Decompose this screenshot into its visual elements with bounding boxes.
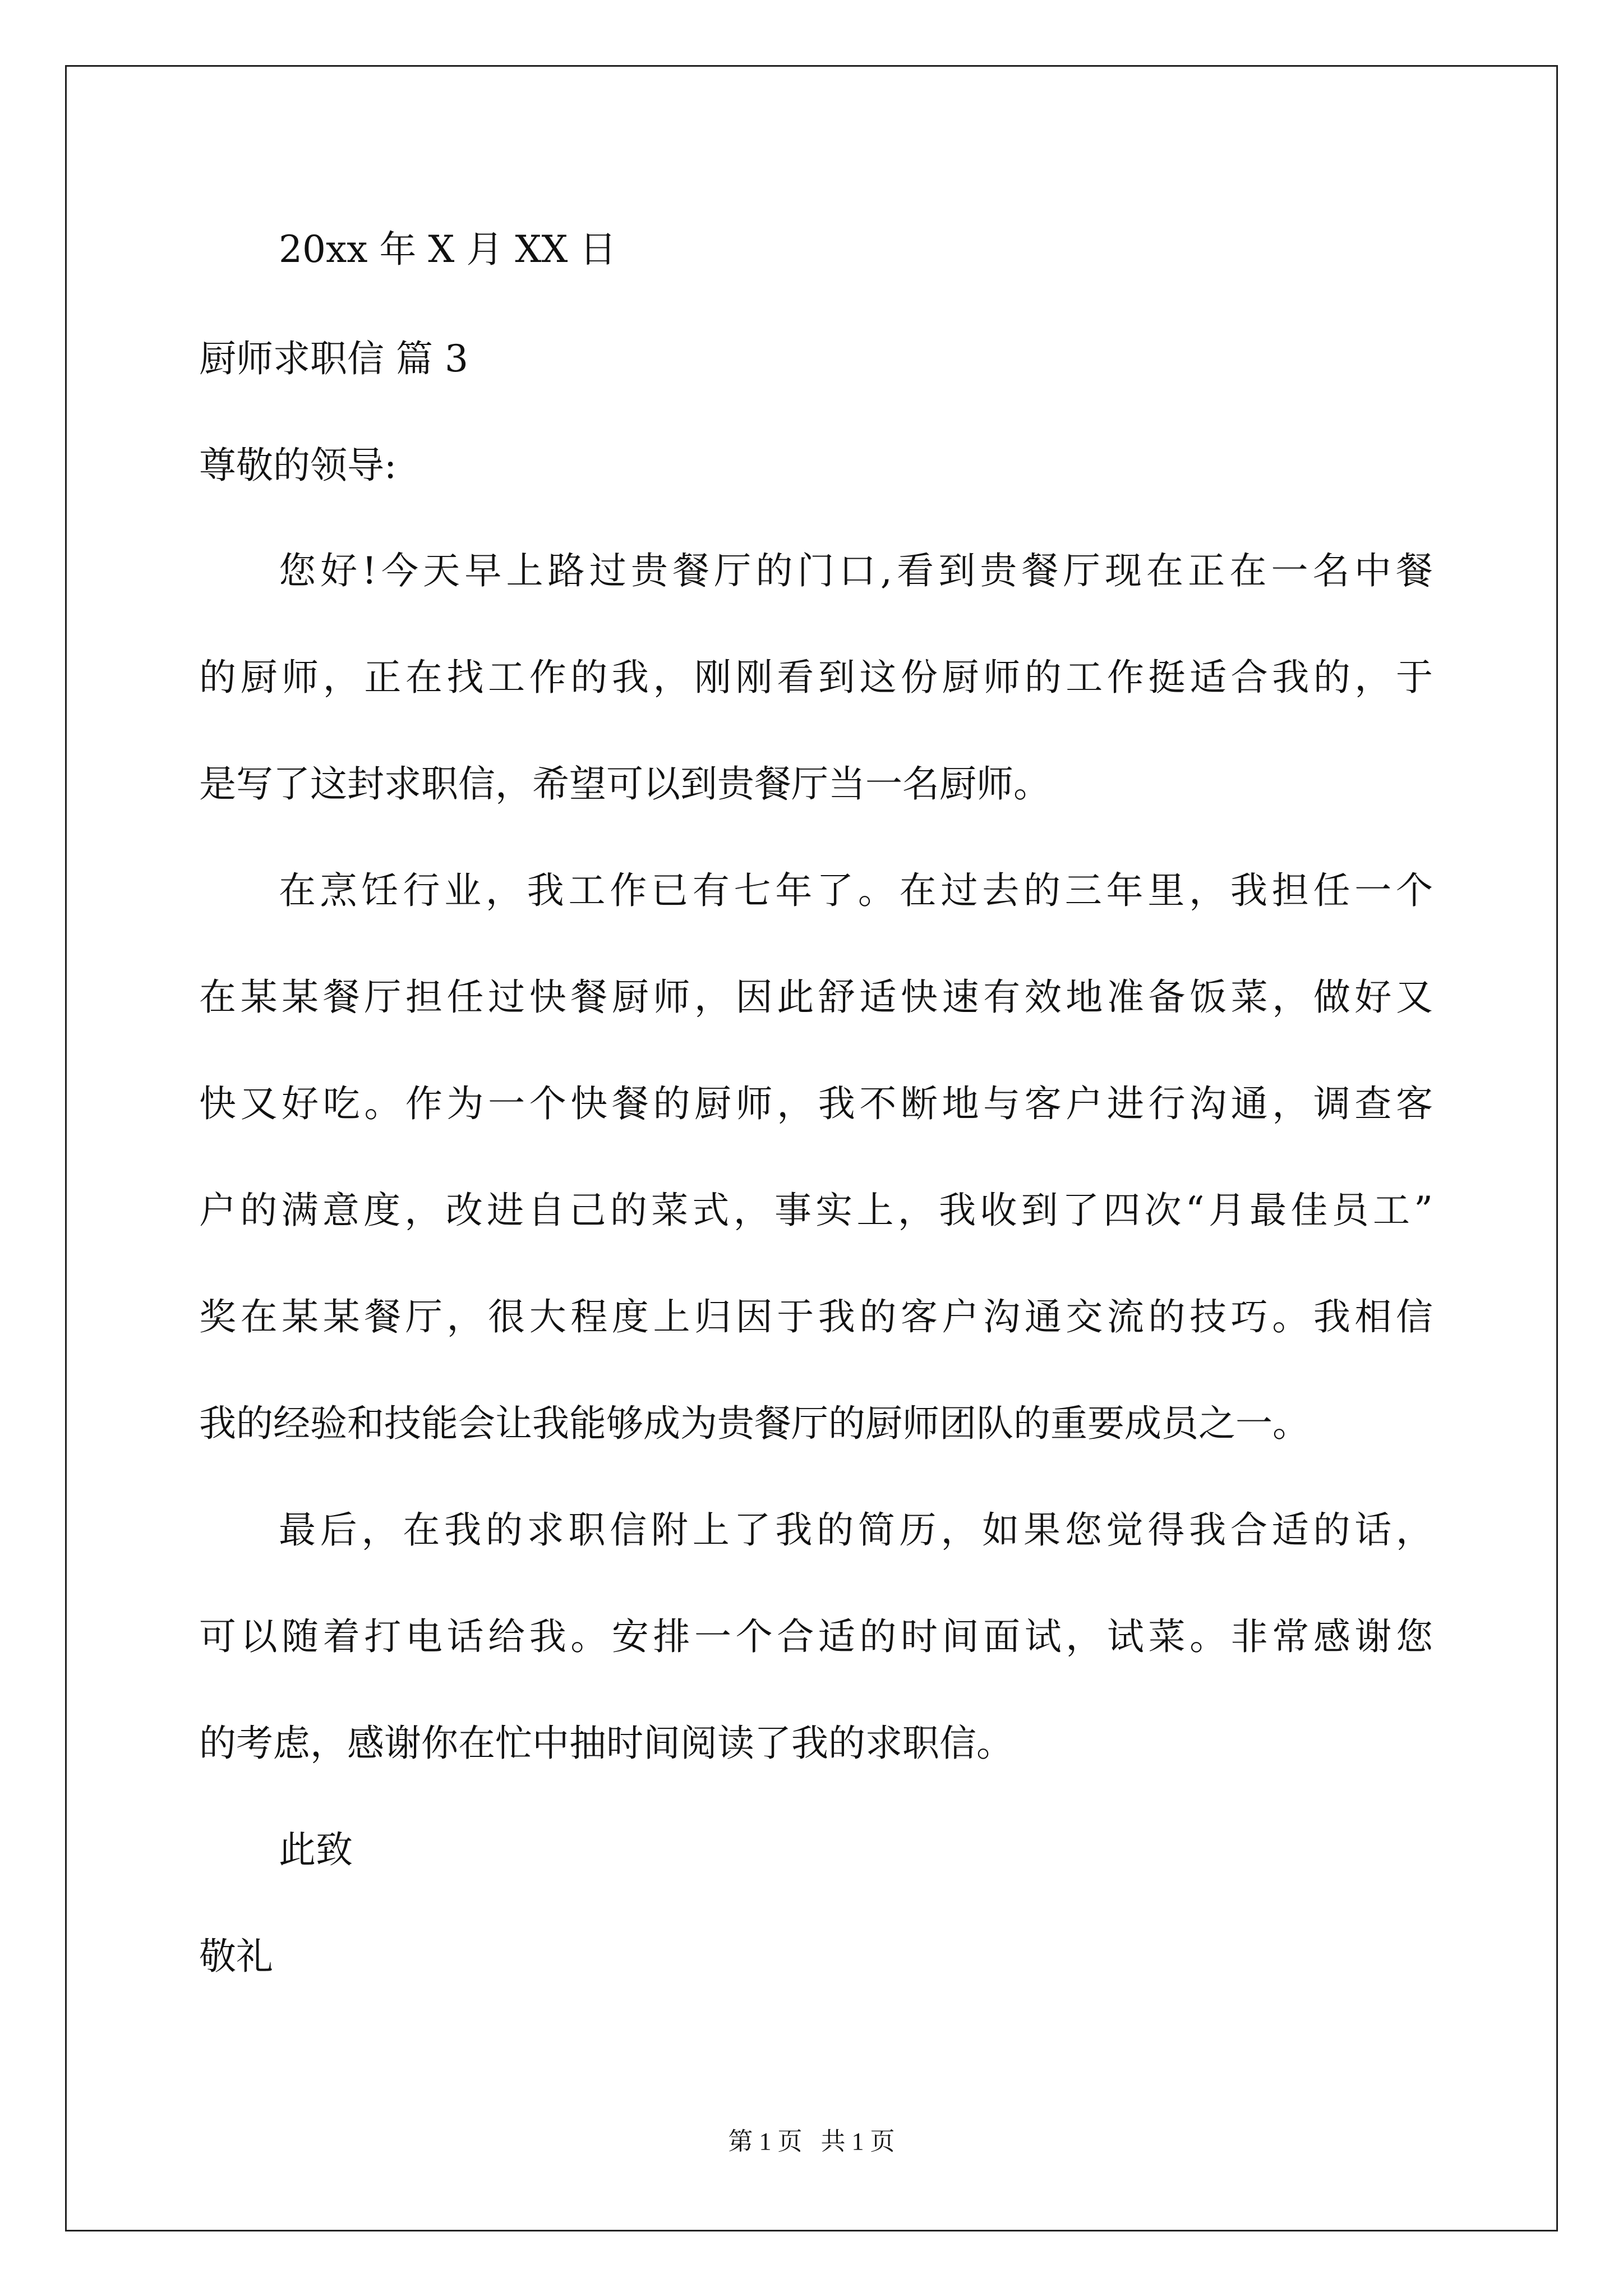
page-footer: 第 1 页 共 1 页 xyxy=(728,2128,895,2155)
paragraph-3-line-2: 可以随着打电话给我。安排一个合适的时间面试，试菜。非常感谢您 xyxy=(199,1615,1433,1658)
paragraph-2-line-2: 在某某餐厅担任过快餐厨师，因此舒适快速有效地准备饭菜，做好又 xyxy=(199,976,1433,1019)
paragraph-2-line-3: 快又好吃。作为一个快餐的厨师，我不断地与客户进行沟通，调查客 xyxy=(199,1082,1433,1125)
paragraph-2-line-6: 我的经验和技能会让我能够成为贵餐厅的厨师团队的重要成员之一。 xyxy=(199,1402,1310,1445)
paragraph-1-line-3: 是写了这封求职信，希望可以到贵餐厅当一名厨师。 xyxy=(199,762,1050,806)
paragraph-1-line-1: 您好!今天早上路过贵餐厅的门口,看到贵餐厅现在正在一名中餐 xyxy=(279,549,1433,592)
paragraph-2-line-1: 在烹饪行业，我工作已有七年了。在过去的三年里，我担任一个 xyxy=(279,869,1433,912)
page-border xyxy=(65,65,1558,2231)
paragraph-3-line-3: 的考虑，感谢你在忙中抽时间阅读了我的求职信。 xyxy=(199,1722,1013,1765)
letter-date: 20xx 年 X 月 XX 日 xyxy=(279,228,617,271)
paragraph-2-line-5: 奖在某某餐厅，很大程度上归因于我的客户沟通交流的技巧。我相信 xyxy=(199,1295,1433,1338)
letter-closing-2: 敬礼 xyxy=(199,1935,273,1978)
letter-salutation: 尊敬的领导: xyxy=(199,444,397,487)
letter-title: 厨师求职信 篇 3 xyxy=(199,337,468,380)
paragraph-3-line-1: 最后，在我的求职信附上了我的简历，如果您觉得我合适的话， xyxy=(279,1508,1433,1552)
letter-closing-1: 此致 xyxy=(279,1828,353,1871)
paragraph-1-line-2: 的厨师，正在找工作的我，刚刚看到这份厨师的工作挺适合我的，于 xyxy=(199,656,1433,699)
paragraph-2-line-4: 户的满意度，改进自己的菜式，事实上，我收到了四次“月最佳员工” xyxy=(199,1189,1433,1232)
